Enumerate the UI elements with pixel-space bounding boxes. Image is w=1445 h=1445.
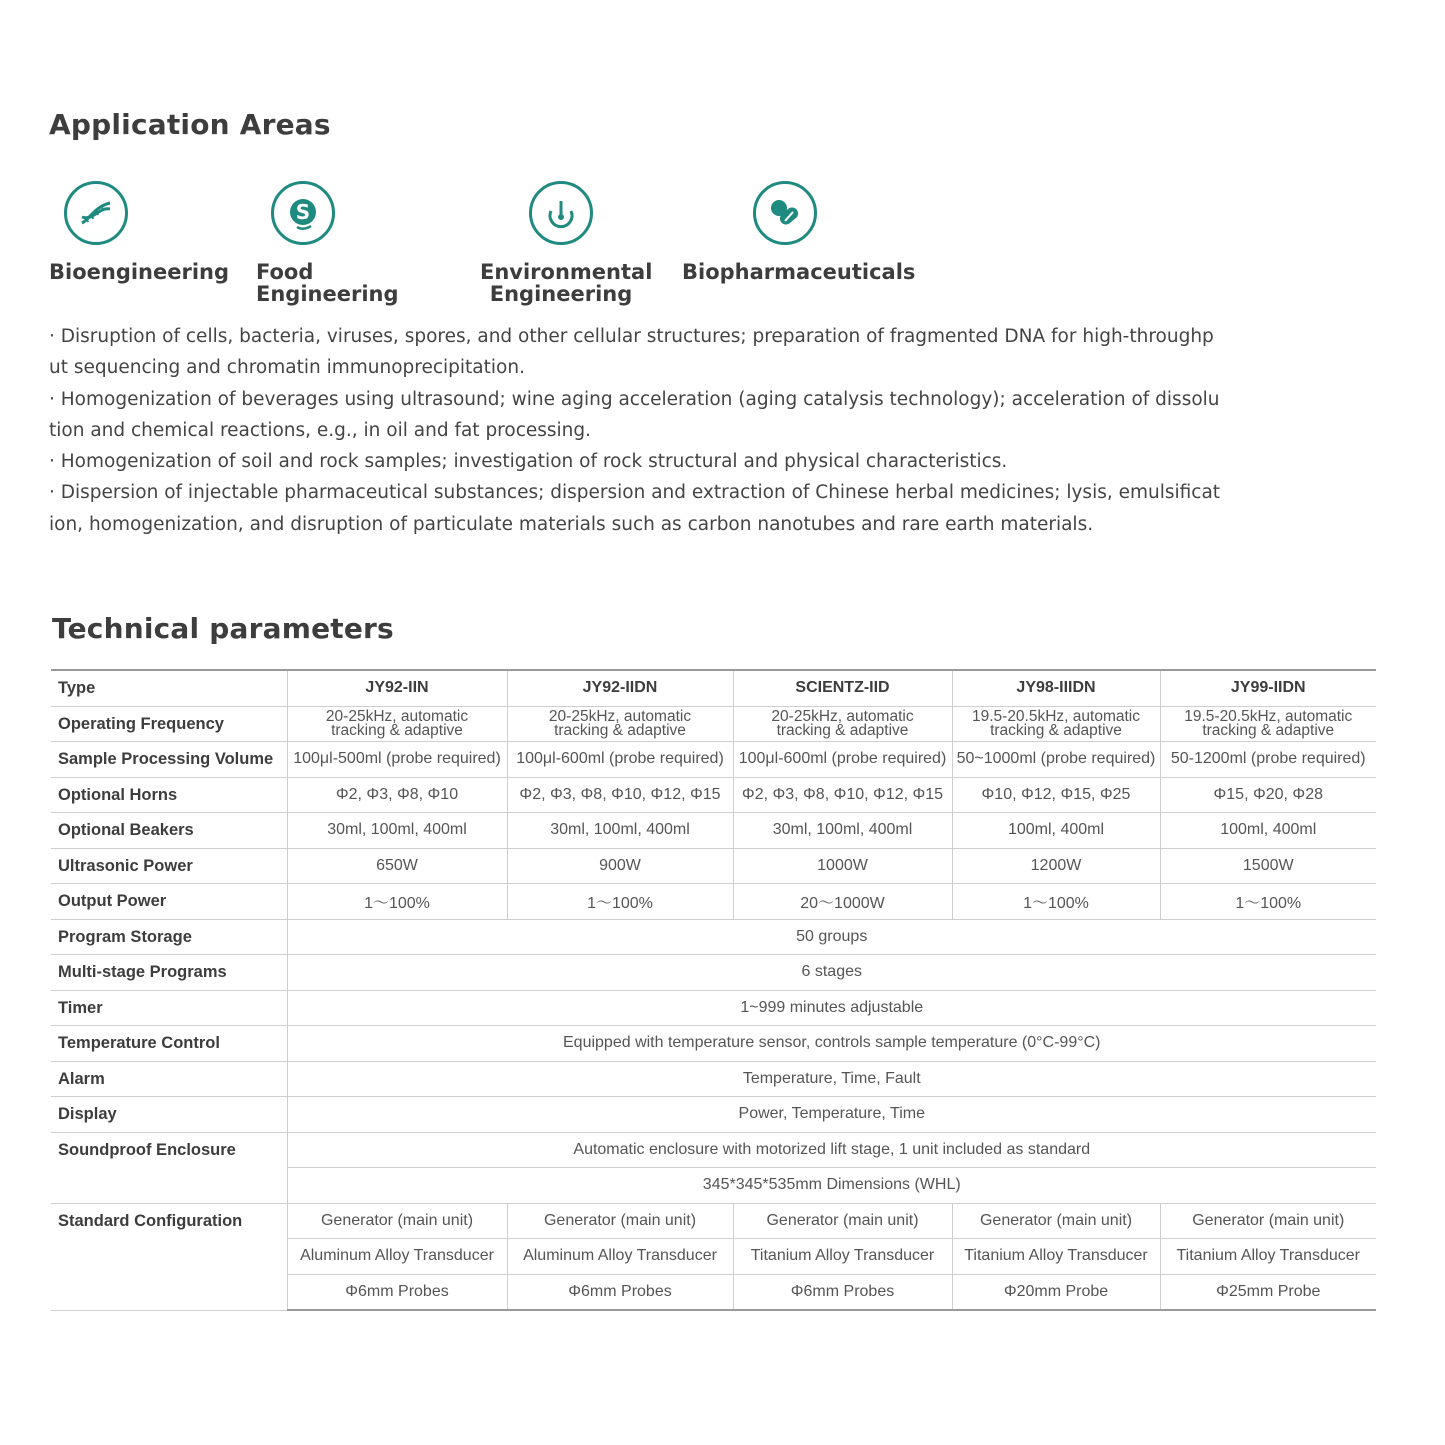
row-label: Ultrasonic Power	[51, 848, 287, 884]
environment-icon	[529, 181, 593, 245]
table-cell: Φ2, Φ3, Φ8, Φ10	[287, 777, 507, 813]
table-cell: 30ml, 100ml, 400ml	[507, 813, 733, 849]
table-row	[51, 848, 1376, 884]
table-cell: Generator (main unit)	[1160, 1203, 1376, 1239]
table-row	[51, 1203, 1376, 1239]
cell-line: 19.5-20.5kHz, automatic	[1184, 707, 1353, 725]
row-label: Optional Horns	[51, 777, 287, 813]
table-cell: Temperature, Time, Fault	[287, 1061, 1376, 1097]
table-cell: 1200W	[952, 848, 1160, 884]
cell-line: 20-25kHz, automatic	[325, 707, 469, 725]
table-cell: 1～100%	[952, 884, 1160, 920]
cell-line: tracking & adaptive	[990, 721, 1122, 739]
parameters-table	[51, 669, 1376, 1311]
bullet-item: · Disruption of cells, bacteria, viruses, spores, and other cellular structures; preparation of fragmented DNA for high-throughput sequencing and chromatin immunoprecipitation.	[49, 326, 1214, 379]
table-cell: 100μl-600ml (probe required)	[507, 742, 733, 778]
table-row	[51, 777, 1376, 813]
cell-line: tracking & adaptive	[1202, 721, 1335, 739]
bullet-item: · Dispersion of injectable pharmaceutical substances; dispersion and extraction of Chinese herbal medicines; lysis, emulsification, homogenization, and disruption of particulate materials such as carbon nanotubes and rare earth materials.	[49, 482, 1221, 535]
table-cell: Generator (main unit)	[733, 1203, 952, 1239]
table-cell: 1～100%	[287, 884, 507, 920]
table-cell: 1500W	[1160, 848, 1376, 884]
technical-parameters-title: Technical parameters	[52, 612, 394, 645]
table-cell: 345*345*535mm Dimensions (WHL)	[287, 1168, 1376, 1204]
table-row	[51, 742, 1376, 778]
table-cell: Automatic enclosure with motorized lift stage, 1 unit included as standard	[287, 1132, 1376, 1168]
table-row	[51, 919, 1376, 955]
table-cell: 100ml, 400ml	[952, 813, 1160, 849]
table-row	[51, 955, 1376, 991]
row-label: Timer	[51, 990, 287, 1026]
area-bioengineering	[49, 181, 230, 284]
table-cell: 1000W	[733, 848, 952, 884]
table-row	[51, 1061, 1376, 1097]
row-label: Output Power	[51, 884, 287, 920]
table-cell: Titanium Alloy Transducer	[1160, 1239, 1376, 1275]
table-cell: 20～1000W	[733, 884, 952, 920]
cell-line: tracking & adaptive	[331, 721, 463, 739]
table-cell: Generator (main unit)	[287, 1203, 507, 1239]
area-label: Bioengineering	[49, 260, 230, 284]
table-cell: 100μl-500ml (probe required)	[287, 742, 507, 778]
table-cell: Titanium Alloy Transducer	[733, 1239, 952, 1275]
table-row	[51, 706, 1376, 742]
row-label: Optional Beakers	[51, 813, 287, 849]
table-row	[51, 990, 1376, 1026]
capsule-icon	[753, 181, 817, 245]
area-environmental-engineering	[480, 181, 653, 306]
application-bullets	[49, 321, 1224, 540]
table-cell: Φ10, Φ12, Φ15, Φ25	[952, 777, 1160, 813]
table-cell	[287, 706, 507, 742]
model-header: JY99-IIDN	[1160, 670, 1376, 706]
cell-line: tracking & adaptive	[776, 721, 909, 739]
cell-line: 20-25kHz, automatic	[548, 707, 692, 725]
table-cell: 50-1200ml (probe required)	[1160, 742, 1376, 778]
row-label: Standard Configuration	[51, 1203, 287, 1310]
model-header: JY92-IIN	[287, 670, 507, 706]
table-cell: 50~1000ml (probe required)	[952, 742, 1160, 778]
table-row	[51, 670, 1376, 706]
table-cell: Generator (main unit)	[507, 1203, 733, 1239]
table-cell: Φ6mm Probes	[287, 1274, 507, 1310]
cell-line: 20-25kHz, automatic	[771, 707, 914, 725]
table-row	[51, 1097, 1376, 1133]
model-header: JY92-IIDN	[507, 670, 733, 706]
food-s-icon	[271, 181, 335, 245]
table-cell: Φ2, Φ3, Φ8, Φ10, Φ12, Φ15	[507, 777, 733, 813]
svg-text:S: S	[295, 200, 311, 224]
table-cell: 100ml, 400ml	[1160, 813, 1376, 849]
area-food-engineering	[256, 181, 444, 305]
table-row	[51, 1132, 1376, 1168]
table-cell: 6 stages	[287, 955, 1376, 991]
table-row	[51, 884, 1376, 920]
table-cell: 50 groups	[287, 919, 1376, 955]
table-cell: 30ml, 100ml, 400ml	[287, 813, 507, 849]
row-label: Type	[51, 670, 287, 706]
cell-line: 19.5-20.5kHz, automatic	[971, 707, 1140, 725]
area-label-line: Engineering	[489, 282, 633, 306]
area-biopharmaceuticals	[682, 181, 916, 284]
table-cell: Φ6mm Probes	[733, 1274, 952, 1310]
area-label: Food Engineering	[256, 260, 399, 306]
row-label: Display	[51, 1097, 287, 1133]
table-cell: 1～100%	[1160, 884, 1376, 920]
table-row	[51, 813, 1376, 849]
table-cell	[1160, 706, 1376, 742]
table-cell	[507, 706, 733, 742]
area-label-line: Environmental	[480, 260, 653, 284]
table-cell: Titanium Alloy Transducer	[952, 1239, 1160, 1275]
table-cell: 650W	[287, 848, 507, 884]
row-label: Temperature Control	[51, 1026, 287, 1062]
application-areas-title: Application Areas	[49, 108, 331, 141]
bullet-item: · Homogenization of beverages using ultrasound; wine aging acceleration (aging catalysis technology); acceleration of dissolution and chemical reactions, e.g., in oil and fat processing.	[49, 388, 1220, 441]
area-label: Biopharmaceuticals	[682, 260, 916, 284]
table-cell: Φ25mm Probe	[1160, 1274, 1376, 1310]
area-label	[480, 260, 653, 306]
row-label: Program Storage	[51, 919, 287, 955]
row-label: Operating Frequency	[51, 706, 287, 742]
table-cell: 1～100%	[507, 884, 733, 920]
table-cell: Power, Temperature, Time	[287, 1097, 1376, 1133]
model-header: SCIENTZ-IID	[733, 670, 952, 706]
table-cell: 100μl-600ml (probe required)	[733, 742, 952, 778]
bullet-item: · Homogenization of soil and rock samples; investigation of rock structural and physical characteristics.	[49, 451, 1008, 473]
row-label: Soundproof Enclosure	[51, 1132, 287, 1203]
table-cell: Φ6mm Probes	[507, 1274, 733, 1310]
row-label: Alarm	[51, 1061, 287, 1097]
table-cell	[952, 706, 1160, 742]
table-cell: Equipped with temperature sensor, controls sample temperature (0°C-99°C)	[287, 1026, 1376, 1062]
cell-line: tracking & adaptive	[554, 721, 686, 739]
table-cell: Φ15, Φ20, Φ28	[1160, 777, 1376, 813]
row-label: Sample Processing Volume	[51, 742, 287, 778]
table-cell	[733, 706, 952, 742]
table-cell: Φ2, Φ3, Φ8, Φ10, Φ12, Φ15	[733, 777, 952, 813]
table-cell: Aluminum Alloy Transducer	[507, 1239, 733, 1275]
dna-icon	[64, 181, 128, 245]
table-cell: Aluminum Alloy Transducer	[287, 1239, 507, 1275]
table-cell: Φ20mm Probe	[952, 1274, 1160, 1310]
table-row	[51, 1026, 1376, 1062]
table-cell: 30ml, 100ml, 400ml	[733, 813, 952, 849]
table-cell: Generator (main unit)	[952, 1203, 1160, 1239]
row-label: Multi-stage Programs	[51, 955, 287, 991]
table-cell: 1~999 minutes adjustable	[287, 990, 1376, 1026]
model-header: JY98-IIIDN	[952, 670, 1160, 706]
table-cell: 900W	[507, 848, 733, 884]
